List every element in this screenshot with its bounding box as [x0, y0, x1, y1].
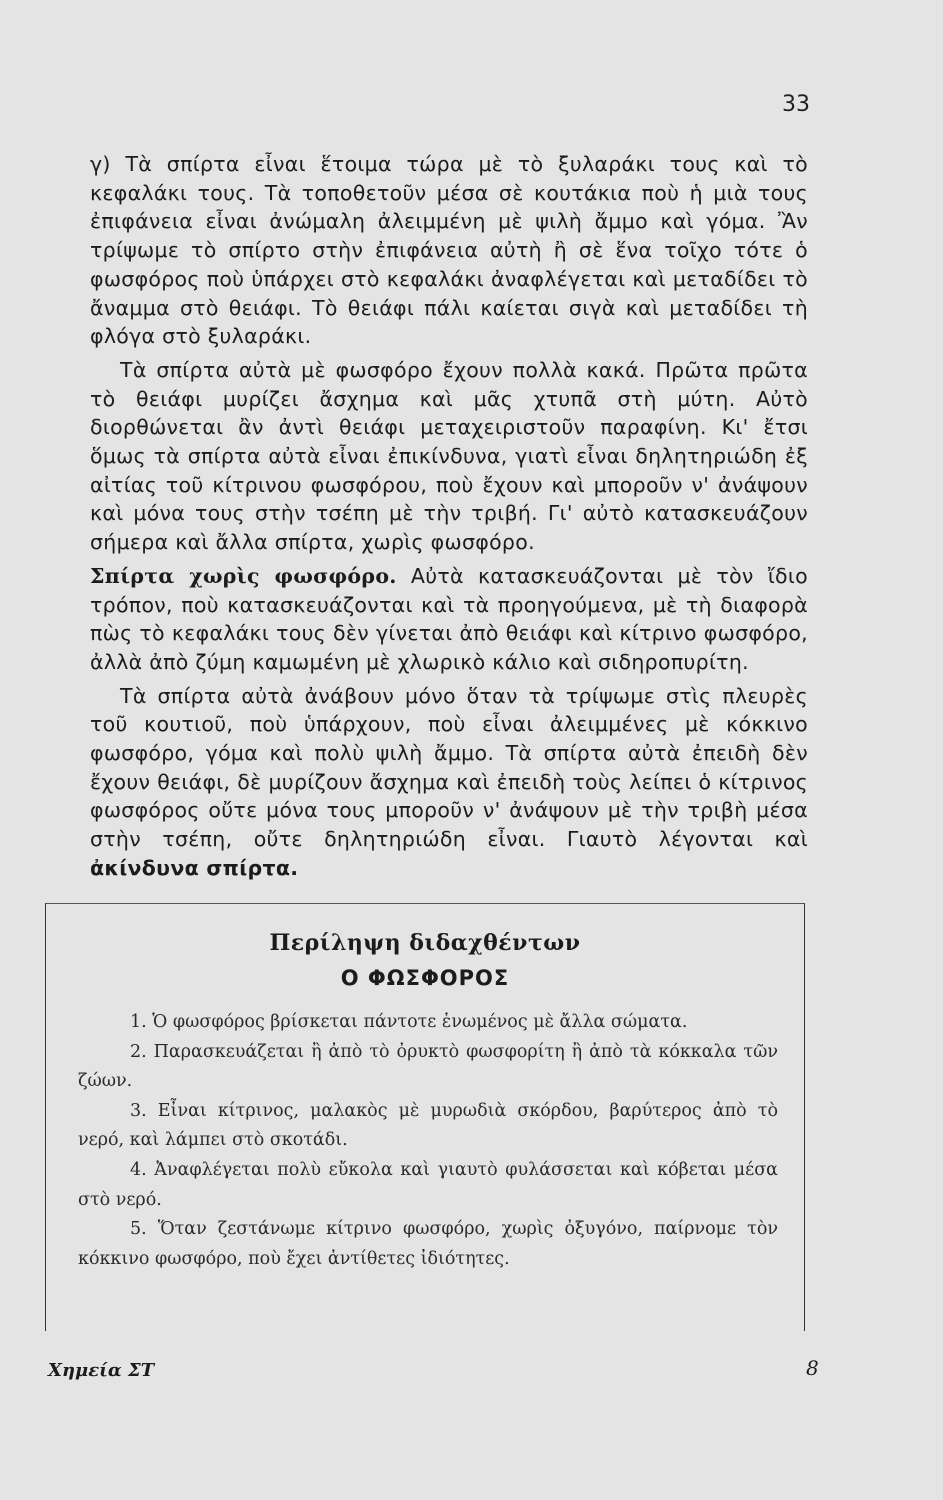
summary-item: 3. Εἶναι κίτρινος, μαλακὸς μὲ μυρωδιὰ σκόρδου, βαρύτερος ἀπὸ τὸ νερό, καὶ λάμπει στὸ σκοτάδι. — [78, 1100, 778, 1151]
summary-item: 5. Ὅταν ζεστάνωμε κίτρινο φωσφόρο, χωρὶς ὀξυγόνο, παίρνομε τὸν κόκκινο φωσφόρο, ποὺ ἔχει ἀντίθετες ἰδιότητες. — [78, 1219, 778, 1269]
paragraph-3 — [90, 562, 808, 677]
paragraph-4 — [90, 682, 808, 883]
main-text — [90, 150, 808, 888]
paragraph-3-text: Αὐτὰ κατασκευάζονται μὲ τὸν ἴδιο τρόπον, ποὺ κατασκευάζονται καὶ τὰ προηγούμενα, μὲ τὴ διαφορὰ πὼς τὸ κεφαλάκι τους δὲν γίνεται ἀπὸ θειάφι καὶ κίτρινο φωσφόρο, ἀλλὰ ἀπὸ ζύμη καμωμένη μὲ χλωρικὸ κάλιο καὶ σιδηροπυρίτη. — [90, 563, 808, 674]
footer-book-title: Χημεία ΣΤ — [48, 1360, 155, 1381]
safe-matches-term: ἀκίνδυνα σπίρτα. — [90, 855, 299, 880]
paragraph-2: Τὰ σπίρτα αὐτὰ μὲ φωσφόρο ἔχουν πολλὰ κακά. Πρῶτα πρῶτα τὸ θειάφι μυρίζει ἄσχημα καὶ μᾶς χτυπᾶ στὴ μύτη. Αὐτὸ διορθώνεται ἂν ἀντὶ θειάφι μεταχειριστοῦν παραφίνη. Κι' ἔτσι ὅμως τὰ σπίρτα αὐτὰ εἶναι ἐπικίνδυνα, γιατὶ εἶναι δηλητηριώδη ἐξ αἰτίας τοῦ κίτρινου φωσφόρου, ποὺ ἔχουν καὶ μποροῦν ν' ἀνάψουν καὶ μόνα τους στὴν τσέπη μὲ τὴν τριβή. Γι' αὐτὸ κατασκευάζουν σήμερα καὶ ἄλλα σπίρτα, χωρὶς φωσφόρο. — [90, 357, 808, 555]
section-heading: Σπίρτα χωρὶς φωσφόρο. — [90, 563, 397, 588]
footer-signature-number: 8 — [806, 1356, 819, 1380]
paragraph-4-text: Τὰ σπίρτα αὐτὰ ἀνάβουν μόνο ὅταν τὰ τρίψωμε στὶς πλευρὲς τοῦ κουτιοῦ, ποὺ ὑπάρχουν, ποὺ εἶναι ἀλειμμένες μὲ κόκκινο φωσφόρο, γόμα καὶ πολὺ ψιλὴ ἄμμο. Τὰ σπίρτα αὐτὰ ἐπειδὴ δὲν ἔχουν θειάφι, δὲ μυρίζουν ἄσχημα καὶ ἐπειδὴ τοὺς λείπει ὁ κίτρινος φωσφόρος οὔτε μόνα τους μποροῦν ν' ἀνάψουν μὲ τὴν τριβὴ μέσα στὴν τσέπη, οὔτε δηλητηριώδη εἶναι. Γιαυτὸ λέγονται καὶ — [90, 683, 808, 852]
page-number: 33 — [782, 92, 810, 117]
summary-item: 1. Ὁ φωσφόρος βρίσκεται πάντοτε ἑνωμένος μὲ ἄλλα σώματα. — [130, 1012, 688, 1032]
paragraph-1: γ) Τὰ σπίρτα εἶναι ἕτοιμα τώρα μὲ τὸ ξυλαράκι τους καὶ τὸ κεφαλάκι τους. Τὰ τοποθετοῦν μέσα σὲ κουτάκια ποὺ ἡ μιὰ τους ἐπιφάνεια εἶναι ἀνώμαλη ἀλειμμένη μὲ ψιλὴ ἄμμο καὶ γόμα. Ἂν τρίψωμε τὸ σπίρτο στὴν ἐπιφάνεια αὐτὴ ἢ σὲ ἕνα τοῖχο τότε ὁ φωσφόρος ποὺ ὑπάρχει στὸ κεφαλάκι ἀναφλέγεται καὶ μεταδίδει τὸ ἄναμμα στὸ θειάφι. Τὸ θειάφι πάλι καίεται σιγὰ καὶ μεταδίδει τὴ φλόγα στὸ ξυλαράκι. — [90, 152, 808, 349]
summary-title: Περίληψη διδαχθέντων — [269, 930, 581, 956]
summary-subtitle: Ο ΦΩΣΦΟΡΟΣ — [340, 966, 510, 990]
summary-item: 4. Ἀναφλέγεται πολὺ εὔκολα καὶ γιαυτὸ φυλάσσεται καὶ κόβεται μέσα στὸ νερό. — [78, 1159, 778, 1210]
summary-item: 2. Παρασκευάζεται ἢ ἀπὸ τὸ ὀρυκτὸ φωσφορίτη ἢ ἀπὸ τὰ κόκκαλα τῶν ζώων. — [78, 1041, 778, 1092]
summary-list — [78, 1008, 778, 1274]
